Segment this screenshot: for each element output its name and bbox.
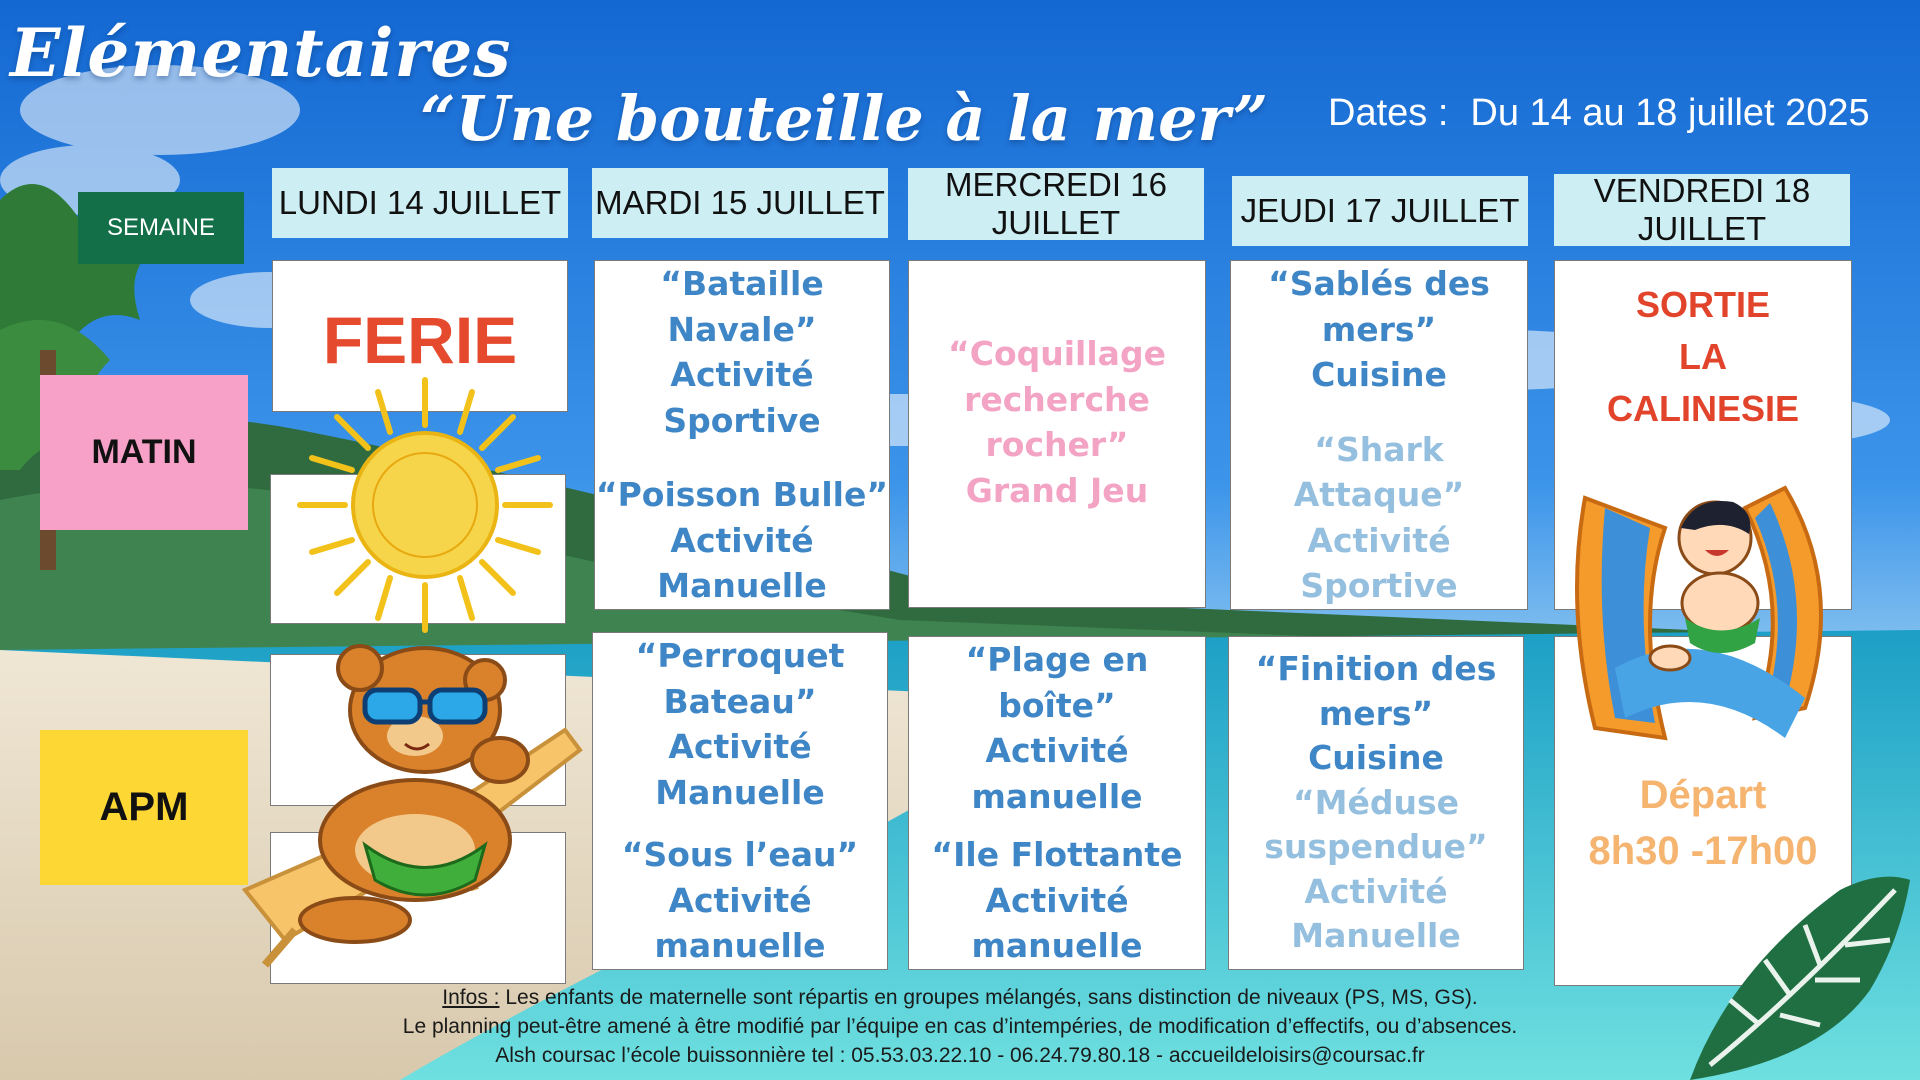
activity-title: “Bataille Navale” (660, 264, 824, 349)
activity-type: Cuisine (1308, 738, 1444, 778)
activity-title: mers” (1318, 693, 1434, 733)
activity-title: suspendue” (1264, 827, 1488, 867)
infos-label: Infos : (442, 986, 500, 1009)
dates-label: Dates : (1328, 92, 1449, 134)
day-header-line: MERCREDI 16 (945, 166, 1167, 204)
day-header-monday: LUNDI 14 JUILLET (272, 168, 568, 238)
matin-label: MATIN (40, 375, 248, 530)
sun-icon (290, 370, 560, 640)
activity-title: “Plage en boîte” (965, 640, 1149, 725)
activity-title: “Méduse (1292, 782, 1460, 822)
activity-title: “Sous l’eau” (621, 835, 859, 875)
activity-title: “Shark Attaque” (1293, 429, 1465, 515)
day-header-thursday: JEUDI 17 JUILLET (1232, 176, 1528, 246)
activity-type: Activité manuelle (654, 880, 826, 966)
dates (1328, 92, 1892, 135)
outing-title: LA (1679, 336, 1727, 378)
cell-thursday-afternoon (1228, 636, 1524, 970)
apm-label: APM (40, 730, 248, 885)
activity-title: “Finition des (1255, 649, 1497, 689)
activity-type: Grand Jeu (965, 470, 1149, 510)
water-slide-kid-illustration (1555, 468, 1855, 748)
activity-type: Activité manuelle (971, 731, 1143, 816)
activity-title: “Perroquet (635, 636, 845, 675)
activity-title: “Sablés des mers” (1268, 264, 1490, 349)
day-header-tuesday: MARDI 15 JUILLET (592, 168, 888, 238)
cell-tuesday-morning (594, 260, 890, 610)
activity-title: Bateau” (663, 681, 817, 721)
activity-type: Cuisine (1311, 355, 1447, 395)
outing-title: CALINESIE (1606, 388, 1800, 430)
departure-label: Départ (1639, 773, 1767, 817)
activity-title: “Ile Flottante (931, 835, 1183, 875)
infos-text: Les enfants de maternelle sont répartis en groupes mélangés, sans distinction de niveaux (PS, MS, GS). (499, 986, 1478, 1009)
activity-type: Activité Manuelle (655, 727, 825, 812)
ferie-text: FERIE (322, 303, 518, 377)
day-header-line: VENDREDI 18 (1593, 172, 1811, 210)
activity-type: Activité Manuelle (1291, 871, 1461, 956)
outing-title: SORTIE (1635, 284, 1770, 325)
dates-value: Du 14 au 18 juillet 2025 (1470, 92, 1870, 134)
cell-thursday-morning (1230, 260, 1528, 610)
footer-contact: Alsh coursac l’école buissonnière tel : 05.53.03.22.10 - 06.24.79.80.18 - accueildeloisirs@coursac.fr (495, 1044, 1425, 1067)
day-header-line: JUILLET (991, 204, 1121, 241)
departure-time: 8h30 -17h00 (1588, 829, 1818, 873)
activity-type: Activité Sportive (1300, 520, 1458, 606)
activity-title: “Coquillage (948, 334, 1166, 373)
activity-title: “Poisson Bulle” (595, 475, 889, 515)
activity-type: Activité Manuelle (657, 520, 827, 606)
bear-on-deckchair-illustration (225, 640, 585, 970)
footer-line-2: Le planning peut-être amené à être modifié par l’équipe en cas d’intempéries, de modification d’effectifs, ou d’absences. (402, 1015, 1518, 1038)
activity-type: Activité manuelle (971, 880, 1143, 966)
cell-wednesday-morning (908, 260, 1206, 608)
footer-line-1 (0, 986, 1920, 1010)
activity-title: recherche (964, 379, 1150, 419)
semaine-label: SEMAINE (78, 192, 244, 264)
page-title: Elémentaires (10, 14, 512, 92)
day-header-line: JUILLET (1637, 210, 1767, 247)
day-header-wednesday (908, 168, 1204, 240)
day-header-friday (1554, 174, 1850, 246)
page-subtitle: “Une bouteille à la mer” (420, 82, 1269, 155)
activity-type: Activité Sportive (663, 355, 821, 440)
activity-title: rocher” (985, 425, 1129, 465)
cell-wednesday-afternoon (908, 636, 1206, 970)
cell-tuesday-afternoon (592, 632, 888, 970)
